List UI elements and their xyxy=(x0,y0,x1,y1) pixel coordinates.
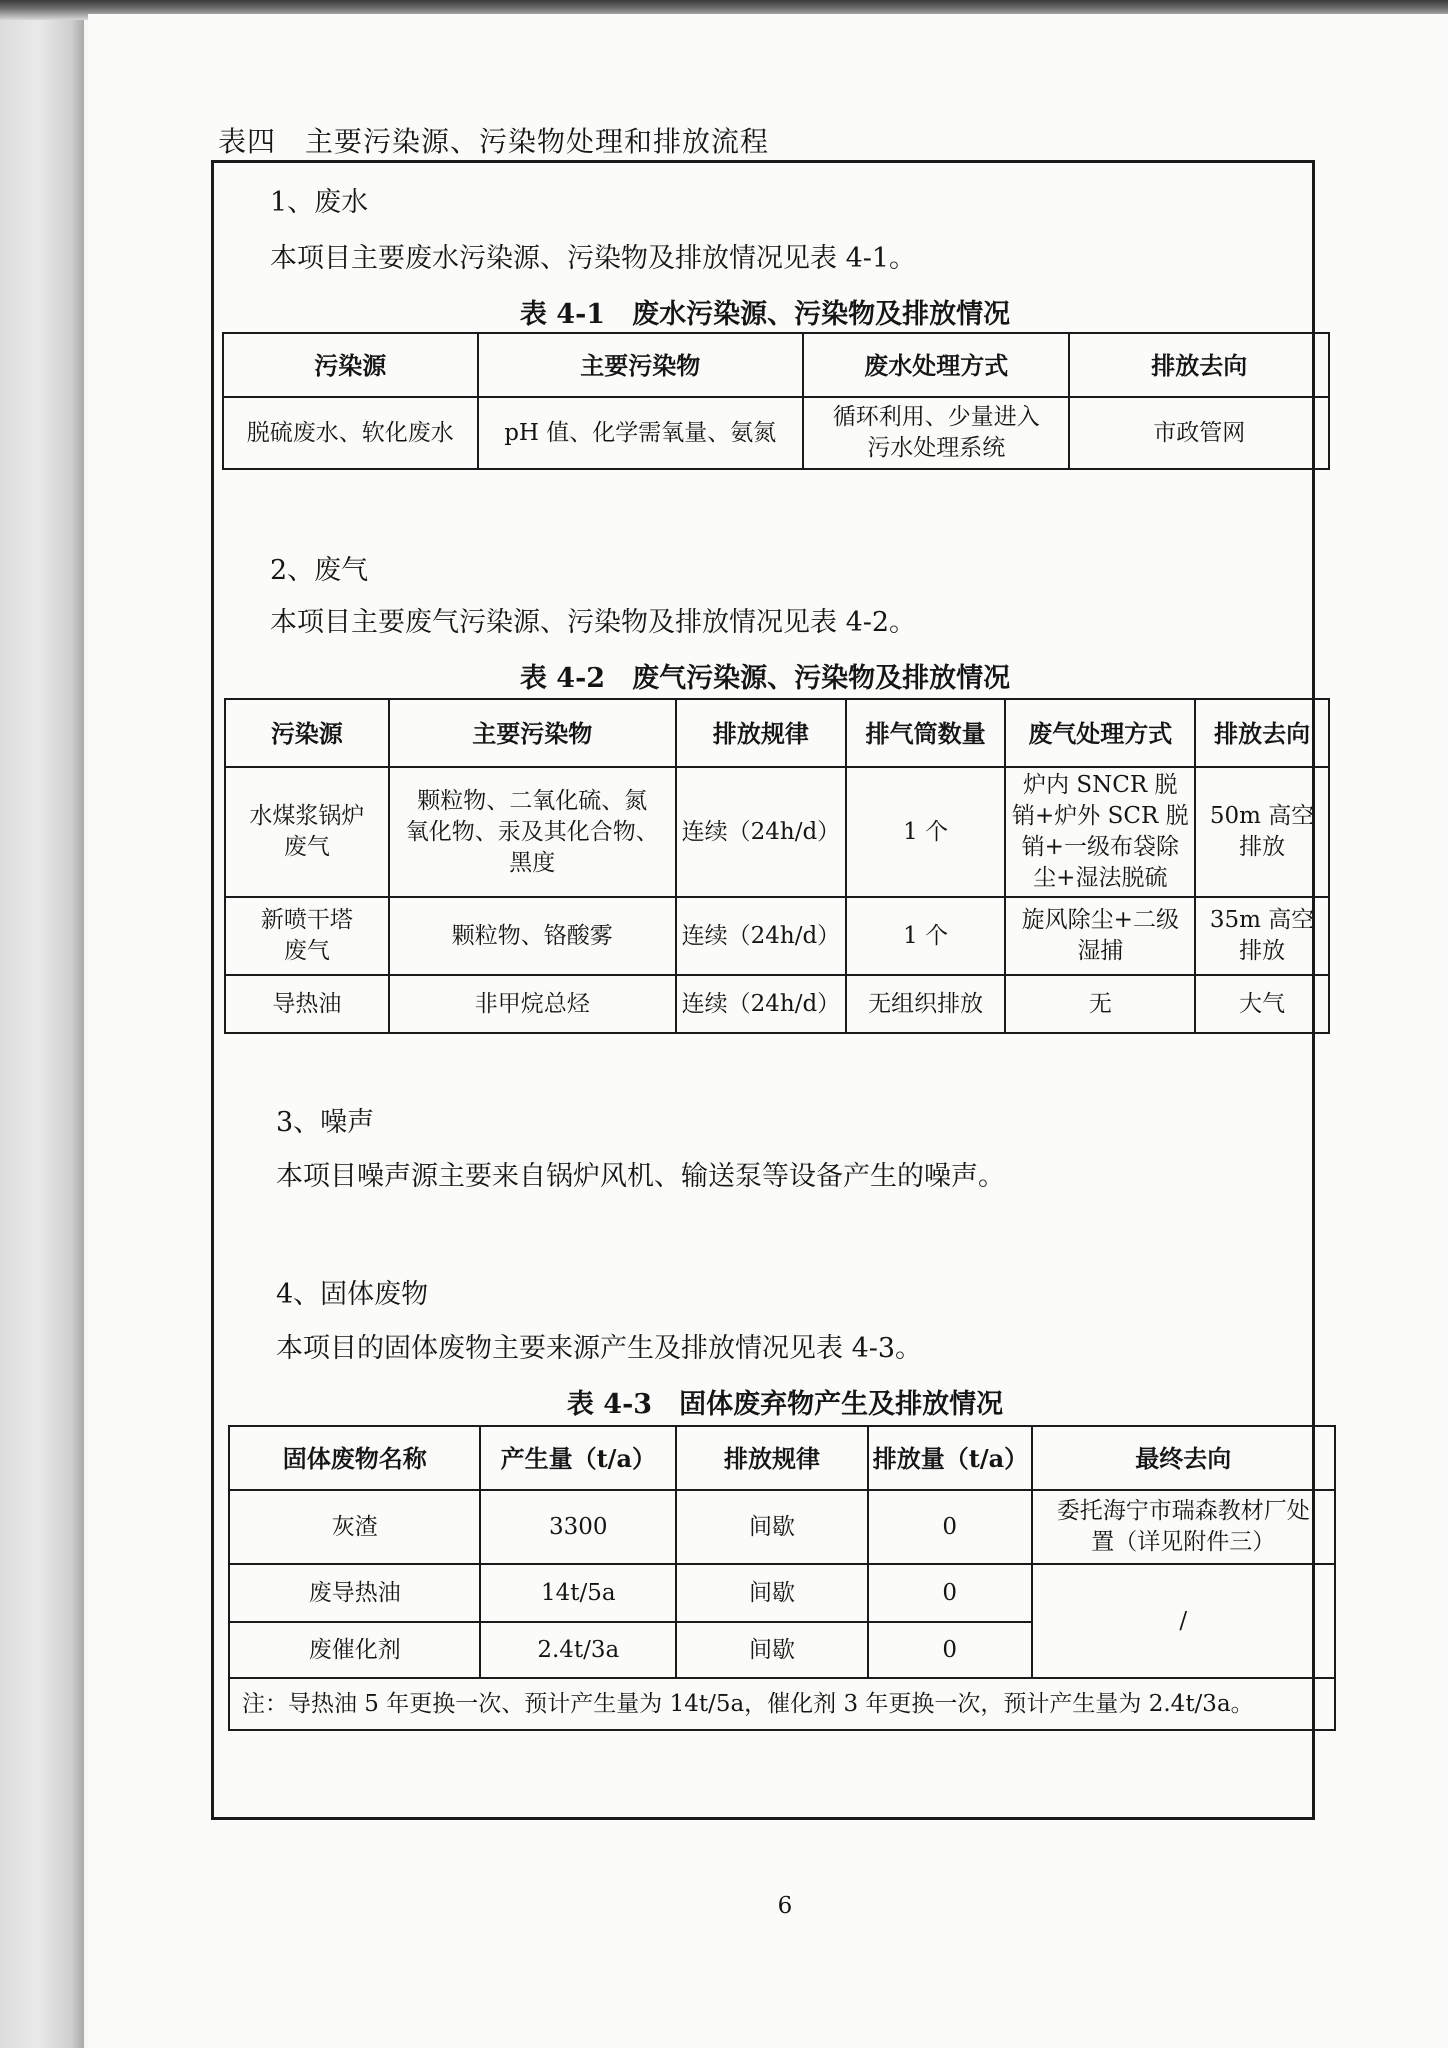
table-cell: 水煤浆锅炉 废气 xyxy=(225,767,389,897)
col-header: 主要污染物 xyxy=(389,699,676,767)
table-cell: 颗粒物、铬酸雾 xyxy=(389,897,676,975)
table-4-1 xyxy=(222,332,1330,470)
table-cell: 1 个 xyxy=(846,897,1006,975)
table-cell: 废催化剂 xyxy=(229,1622,480,1678)
col-header: 排放量（t/a） xyxy=(868,1426,1032,1490)
waste-gas-intro: 本项目主要废气污染源、污染物及排放情况见表 4-2。 xyxy=(270,607,917,638)
table-cell: 颗粒物、二氧化硫、氮 氧化物、汞及其化合物、 黑度 xyxy=(389,767,676,897)
table-4-1-caption: 表 4-1 废水污染源、污染物及排放情况 xyxy=(519,299,1011,330)
table-row xyxy=(225,897,1329,975)
table-cell: 0 xyxy=(868,1564,1032,1622)
table-cell: 废导热油 xyxy=(229,1564,480,1622)
col-header: 最终去向 xyxy=(1032,1426,1335,1490)
table-cell: 间歇 xyxy=(676,1622,868,1678)
table-cell: 旋风除尘+二级 湿捕 xyxy=(1005,897,1195,975)
table-cell: 非甲烷总烃 xyxy=(389,975,676,1033)
table-note: 注：导热油 5 年更换一次、预计产生量为 14t/5a，催化剂 3 年更换一次，预计产生量为 2.4t/3a。 xyxy=(229,1678,1335,1730)
table-cell: 3300 xyxy=(480,1490,676,1564)
col-header: 废水处理方式 xyxy=(803,333,1070,397)
table-row xyxy=(225,975,1329,1033)
table-cell: 连续（24h/d） xyxy=(676,897,846,975)
table-row xyxy=(225,767,1329,897)
table-cell: 50m 高空 排放 xyxy=(1195,767,1329,897)
col-header: 排放去向 xyxy=(1069,333,1329,397)
table-4-2 xyxy=(224,698,1330,1034)
table-cell: 大气 xyxy=(1195,975,1329,1033)
table-cell: 35m 高空 排放 xyxy=(1195,897,1329,975)
table-4-2-caption: 表 4-2 废气污染源、污染物及排放情况 xyxy=(519,663,1011,694)
table-cell: 间歇 xyxy=(676,1564,868,1622)
waste-gas-heading: 2、废气 xyxy=(270,555,369,586)
noise-intro: 本项目噪声源主要来自锅炉风机、输送泵等设备产生的噪声。 xyxy=(276,1161,1005,1192)
solid-waste-heading: 4、固体废物 xyxy=(276,1279,429,1310)
table-cell: 14t/5a xyxy=(480,1564,676,1622)
table-cell: pH 值、化学需氧量、氨氮 xyxy=(478,397,803,469)
col-header: 废气处理方式 xyxy=(1005,699,1195,767)
table-4-3-caption: 表 4-3 固体废弃物产生及排放情况 xyxy=(566,1389,1004,1420)
table-cell: 循环利用、少量进入 污水处理系统 xyxy=(803,397,1070,469)
table-cell: 0 xyxy=(868,1490,1032,1564)
section-title: 表四 主要污染源、污染物处理和排放流程 xyxy=(218,125,770,158)
table-cell: 连续（24h/d） xyxy=(676,767,846,897)
col-header: 产生量（t/a） xyxy=(480,1426,676,1490)
table-cell: 灰渣 xyxy=(229,1490,480,1564)
table-cell: 导热油 xyxy=(225,975,389,1033)
binding-spine xyxy=(0,0,84,2048)
table-4-3-header-row xyxy=(229,1426,1335,1490)
table-cell: 无 xyxy=(1005,975,1195,1033)
col-header: 污染源 xyxy=(225,699,389,767)
page-number: 6 xyxy=(777,1893,793,1919)
col-header: 排气筒数量 xyxy=(846,699,1006,767)
solid-waste-intro: 本项目的固体废物主要来源产生及排放情况见表 4-3。 xyxy=(276,1333,923,1364)
table-cell: 连续（24h/d） xyxy=(676,975,846,1033)
table-note-row xyxy=(229,1678,1335,1730)
col-header: 排放规律 xyxy=(676,699,846,767)
table-cell: 新喷干塔 废气 xyxy=(225,897,389,975)
table-cell: 0 xyxy=(868,1622,1032,1678)
table-4-1-header-row xyxy=(223,333,1329,397)
table-cell: 委托海宁市瑞森教材厂处 置（详见附件三） xyxy=(1032,1490,1335,1564)
table-cell: 炉内 SNCR 脱 销+炉外 SCR 脱 销+一级布袋除 尘+湿法脱硫 xyxy=(1005,767,1195,897)
table-cell: 1 个 xyxy=(846,767,1006,897)
table-4-2-header-row xyxy=(225,699,1329,767)
wastewater-intro: 本项目主要废水污染源、污染物及排放情况见表 4-1。 xyxy=(270,243,917,274)
table-cell: 2.4t/3a xyxy=(480,1622,676,1678)
col-header: 主要污染物 xyxy=(478,333,803,397)
table-cell: 脱硫废水、软化废水 xyxy=(223,397,478,469)
col-header: 固体废物名称 xyxy=(229,1426,480,1490)
table-row xyxy=(223,397,1329,469)
table-cell: 市政管网 xyxy=(1069,397,1329,469)
table-cell: / xyxy=(1032,1564,1335,1678)
col-header: 污染源 xyxy=(223,333,478,397)
table-cell: 间歇 xyxy=(676,1490,868,1564)
noise-heading: 3、噪声 xyxy=(276,1107,375,1138)
col-header: 排放规律 xyxy=(676,1426,868,1490)
table-cell: 无组织排放 xyxy=(846,975,1006,1033)
table-4-3 xyxy=(228,1425,1336,1731)
table-row xyxy=(229,1490,1335,1564)
col-header: 排放去向 xyxy=(1195,699,1329,767)
table-row xyxy=(229,1564,1335,1622)
wastewater-heading: 1、废水 xyxy=(270,187,369,218)
